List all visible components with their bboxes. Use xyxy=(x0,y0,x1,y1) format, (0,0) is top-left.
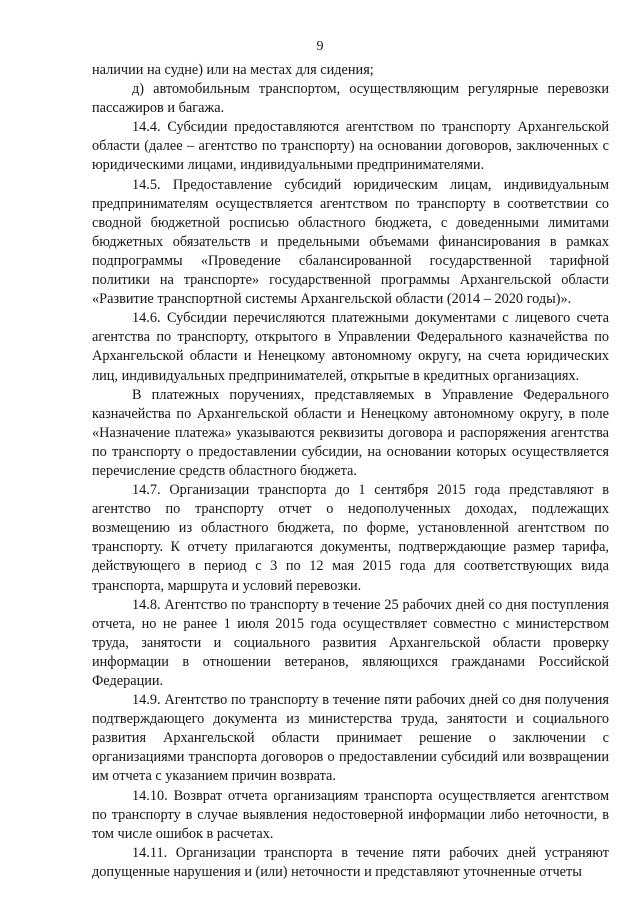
paragraph-14-4: 14.4. Субсидии предоставляются агентством по транспорту Архангельской области (далее – агентство по транспорту) на основании договоров, заключенных с юридическими лицами, индивидуальными предпринимателями. xyxy=(92,119,609,174)
paragraph-14-9: 14.9. Агентство по транспорту в течение пяти рабочих дней со дня получения подтверждающего документа из министерства труда, занятости и социального развития Архангельской области принимает решение о заключении с организациями транспорта договоров о предоставлении субсидий или возвращении им отчета с указанием причин возврата. xyxy=(92,692,609,785)
paragraph-14-6: 14.6. Субсидии перечисляются платежными документами с лицевого счета агентства по транспорту, открытого в Управлении Федерального казначейства по Архангельской области и Ненецкому автономному округу, на счета юридических лиц, индивидуальных предпринимателей, открытые в кредитных организациях. xyxy=(92,310,609,384)
paragraph-payment-orders: В платежных поручениях, представляемых в Управление Федерального казначейства по Архангельской области и Ненецкому автономному округу, в поле «Назначение платежа» указываются реквизиты договора и распоряжения агентства по транспорту о предоставлении субсидии, на основании которых осуществляется перечисление средств областного бюджета. xyxy=(92,386,609,479)
paragraph-item-d: д) автомобильным транспортом, осуществляющим регулярные перевозки пассажиров и багажа. xyxy=(92,81,609,117)
paragraph-14-7: 14.7. Организации транспорта до 1 сентября 2015 года представляют в агентство по транспорту отчет о недополученных доходах, подлежащих возмещению из областного бюджета, по форме, установленной агентством по транспорту. К отчету прилагаются документы, подтверждающие размер тарифа, действующего в период с 3 по 12 мая 2015 года для соответствующих вида транспорта, маршрута и условий перевозки. xyxy=(92,482,609,594)
paragraph-continuation: наличии на судне) или на местах для сидения; xyxy=(92,62,374,78)
paragraph-14-5: 14.5. Предоставление субсидий юридическим лицам, индивидуальным предпринимателям осуществляется агентством по транспорту в соответствии со сводной бюджетной росписью областного бюджета, с доведенными лимитами бюджетных обязательств и предельными объемами финансирования в рамках подпрограммы «Проведение сбалансированной государственной тарифной политики на транспорте» государственной программы Архангельской области «Развитие транспортной системы Архангельской области (2014 – 2020 годы)». xyxy=(92,176,609,308)
paragraph-14-8: 14.8. Агентство по транспорту в течение 25 рабочих дней со дня поступления отчета, но не ранее 1 июля 2015 года осуществляет совместно с министерством труда, занятости и социального развития Архангельской области проверку информации в отношении ветеранов, являющихся гражданами Российской Федерации. xyxy=(92,596,609,689)
paragraph-14-11: 14.11. Организации транспорта в течение пяти рабочих дней устраняют допущенные нарушения и (или) неточности и представляют уточненные отчеты xyxy=(92,844,609,880)
page-number: 9 xyxy=(316,39,324,54)
document-body xyxy=(92,61,609,882)
paragraph-14-10: 14.10. Возврат отчета организациям транспорта осуществляется агентством по транспорту в случае выявления недостоверной информации либо неточности, в том числе ошибок в расчетах. xyxy=(92,787,609,842)
